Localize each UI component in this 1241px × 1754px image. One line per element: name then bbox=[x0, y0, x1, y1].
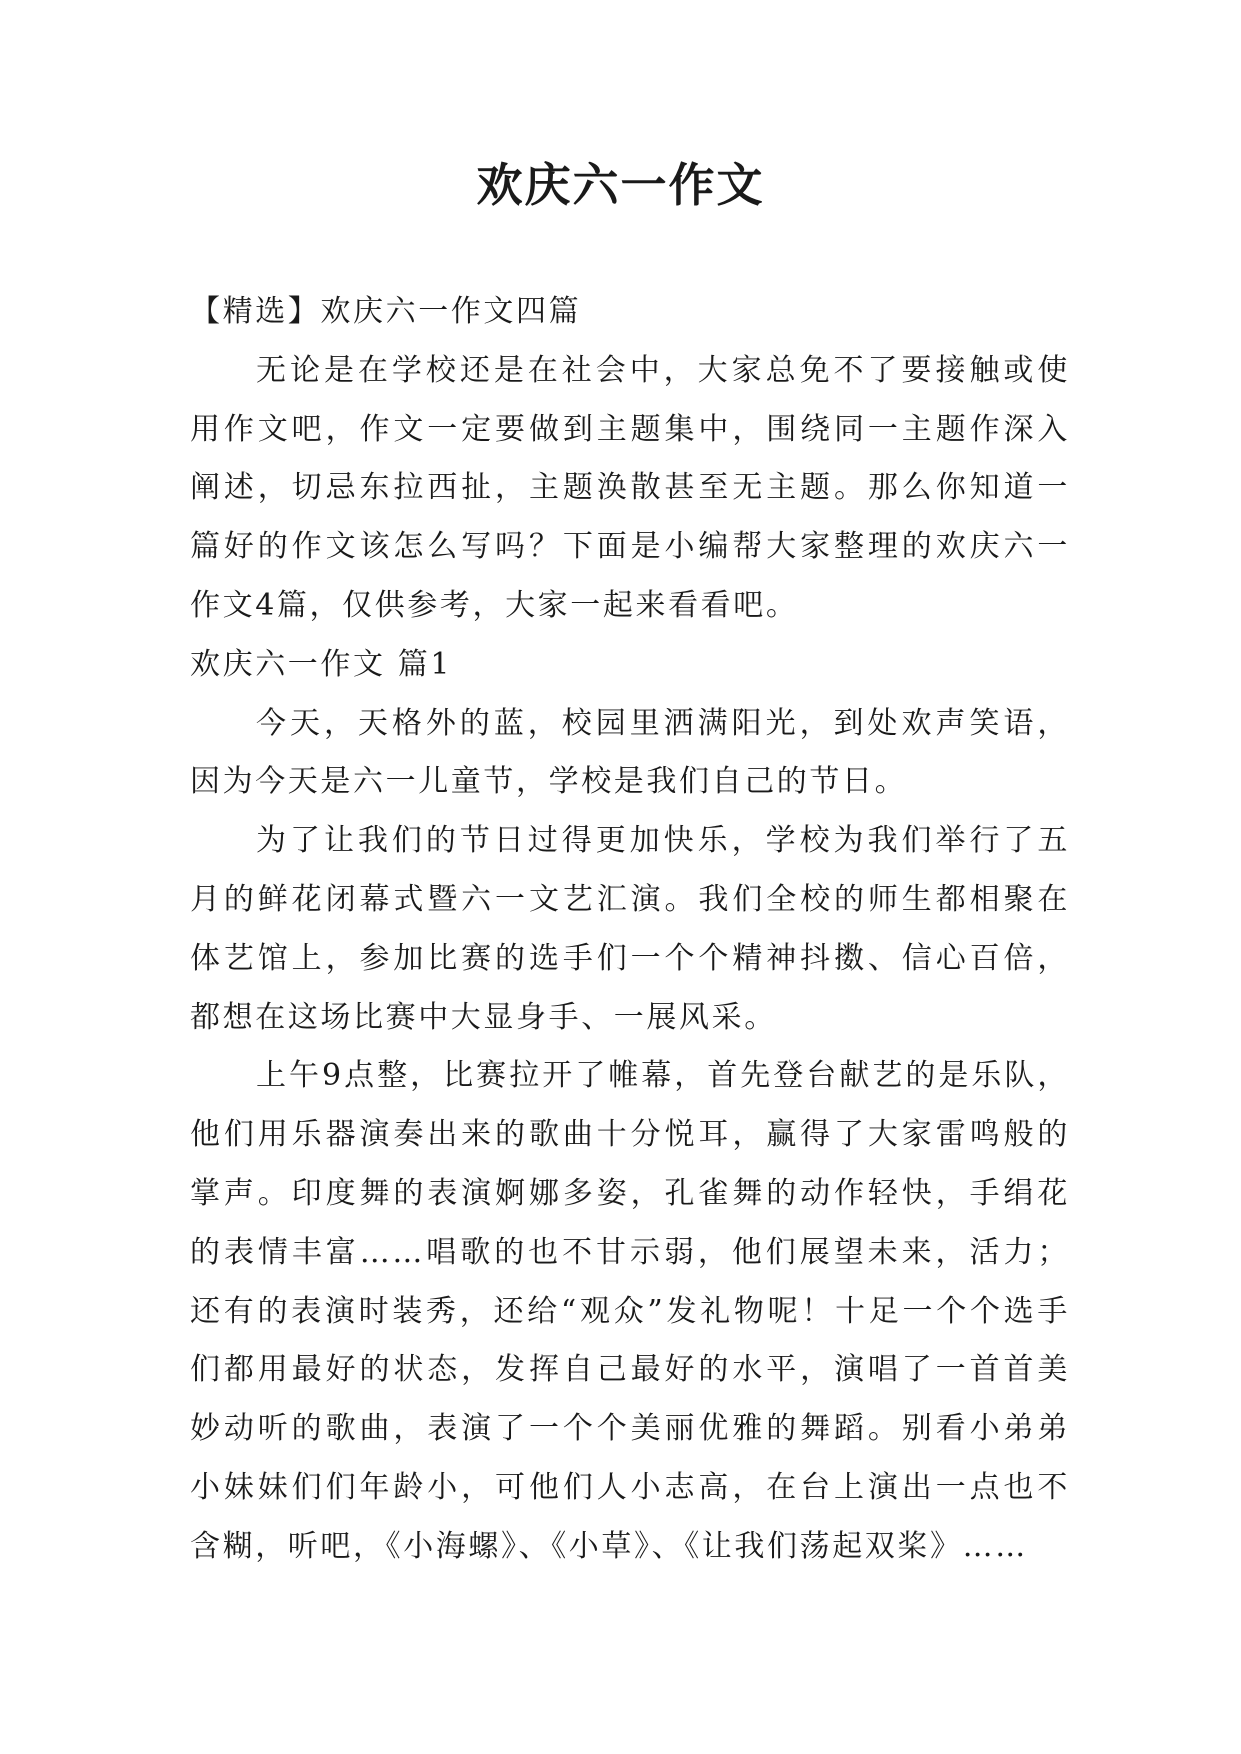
intro-paragraph: 无论是在学校还是在社会中，大家总免不了要接触或使用作文吧，作文一定要做到主题集中，围绕同一主题作深入阐述，切忌东拉西扯，主题涣散甚至无主题。那么你知道一篇好的作文该怎么写吗？下面是小编帮大家整理的欢庆六一作文4篇，仅供参考，大家一起来看看吧。 bbox=[190, 352, 1070, 623]
body-paragraph-2: 为了让我们的节日过得更加快乐，学校为我们举行了五月的鲜花闭幕式暨六一文艺汇演。我们全校的师生都相聚在体艺馆上，参加比赛的选手们一个个精神抖擞、信心百倍，都想在这场比赛中大显身手、一展风采。 bbox=[190, 823, 1070, 1035]
section-heading: 欢庆六一作文 篇1 bbox=[190, 646, 453, 682]
document-subtitle: 【精选】欢庆六一作文四篇 bbox=[190, 294, 582, 329]
body-paragraph-3: 上午9点整，比赛拉开了帷幕，首先登台献艺的是乐队，他们用乐器演奏出来的歌曲十分悦耳，赢得了大家雷鸣般的掌声。印度舞的表演婀娜多姿，孔雀舞的动作轻快，手绢花的表情丰富……唱歌的也不甘示弱，他们展望未来，活力；还有的表演时装秀，还给“观众”发礼物呢！十足一个个选手们都用最好的状态，发挥自己最好的水平，演唱了一首首美妙动听的歌曲，表演了一个个美丽优雅的舞蹈。别看小弟弟小妹妹们们年龄小，可他们人小志高，在台上演出一点也不含糊，听吧，《小海螺》、《小草》、《让我们荡起双桨》…… bbox=[190, 1058, 1070, 1564]
document-title: 欢庆六一作文 bbox=[476, 158, 765, 212]
document-body bbox=[190, 283, 1070, 1577]
body-paragraph-1: 今天，天格外的蓝，校园里洒满阳光，到处欢声笑语，因为今天是六一儿童节，学校是我们自己的节日。 bbox=[190, 705, 1070, 800]
